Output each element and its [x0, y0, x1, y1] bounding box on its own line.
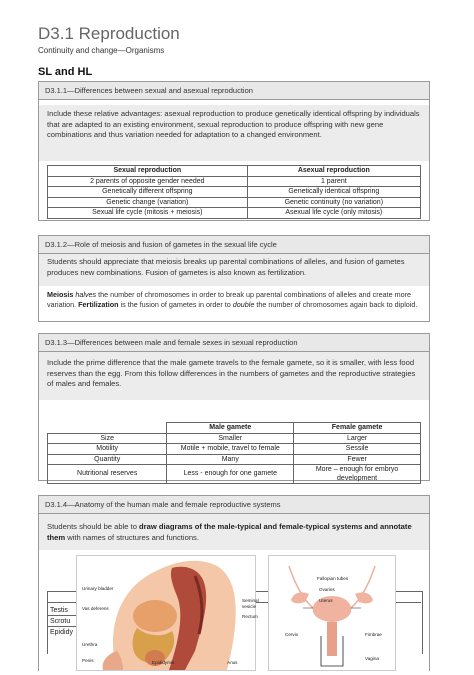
table-header-cell: Asexual reproduction: [247, 166, 420, 177]
female-anatomy-diagram: [268, 555, 396, 671]
text-pre: Students should be able to: [47, 522, 140, 531]
label-fimbrae: Fimbrae: [365, 632, 382, 637]
table-cell: Fewer: [294, 454, 421, 465]
label-epididymis: Epididymis: [152, 660, 175, 665]
meiosis-desc: the number of chromosomes in order to break up parental combinations of alleles and create more variation.: [47, 290, 411, 309]
section-header: D3.1.3—Differences between male and female sexes in sexual reproduction: [39, 334, 429, 352]
table-cell: Genetically different offspring: [48, 187, 248, 198]
table-cell: Epididy: [50, 629, 73, 636]
male-anatomy-illustration: [77, 556, 255, 670]
table-cell: Smaller: [167, 433, 294, 444]
table-cell: Sessile: [294, 444, 421, 455]
table-row: [48, 454, 421, 465]
section-text: Include these relative advantages: asexual reproduction to produce genetically identical offspring by individuals that are adapted to an existing environment, sexual reproduction to produce offspring with new gene combinations and thus variation needed for adaptation to a changed environment.: [47, 109, 420, 140]
section-text: Include the prime difference that the male gamete travels to the female gamete, so it is smaller, with less food reserves than the egg. From this follow differences in the numbers of gametes and the reproductive strategies of males and females.: [47, 358, 416, 389]
meiosis-term: Meiosis: [47, 290, 74, 299]
label-seminal-vesicle: Seminal vesicle: [242, 598, 259, 609]
table-cell: 1 parent: [247, 176, 420, 187]
table-header-cell: Female gamete: [294, 423, 421, 434]
label-vas-deferens: Vas deferens: [82, 606, 109, 611]
label-rectum: Rectum: [242, 614, 258, 619]
table-cell: Asexual life cycle (only mitosis): [247, 208, 420, 219]
meiosis-verb: halves: [75, 290, 97, 299]
table-row: [48, 433, 421, 444]
table-cell: 2 parents of opposite gender needed: [48, 176, 248, 187]
fertilization-double: double: [232, 300, 255, 309]
sexual-asexual-table: [47, 165, 421, 219]
table-cell: Larger: [294, 433, 421, 444]
fertilization-term: Fertilization: [78, 300, 119, 309]
section-text: [47, 522, 421, 543]
table-cell: Genetically identical offspring: [247, 187, 420, 198]
table-header-row: [48, 166, 421, 177]
text-post: with names of structures and functions.: [65, 532, 199, 542]
section-d3-1-1: [38, 81, 430, 221]
gamete-table: [47, 422, 421, 484]
table-header-row: [48, 423, 421, 434]
table-cell: Testis: [50, 607, 68, 614]
section-d3-1-2: [38, 235, 430, 322]
page-title: D3.1 Reproduction: [38, 24, 180, 43]
female-anatomy-illustration: [269, 556, 395, 670]
label-urethra: Urethra: [82, 642, 98, 647]
label-ovaries: Ovaries: [319, 587, 335, 592]
table-row-line: [47, 626, 77, 627]
label-uterus: Uterus: [319, 598, 333, 603]
table-header-cell: [48, 423, 167, 434]
table-cell: Quantity: [48, 454, 167, 465]
fertilization-end: the number of chromosomes again back to diploid.: [254, 300, 418, 309]
table-cell: More – enough for embryo development: [294, 465, 421, 484]
fertilization-desc: is the fusion of gametes in order to: [118, 300, 233, 309]
section-text: Students should appreciate that meiosis breaks up parental combinations of alleles, and fusion of gametes produces new combinations. Fusion of gametes is also known as fertilization.: [47, 257, 405, 277]
male-anatomy-diagram: [76, 555, 259, 671]
table-row: [48, 465, 421, 484]
table-cell: Size: [48, 433, 167, 444]
table-row: [48, 176, 421, 187]
table-cell: Motility: [48, 444, 167, 455]
label-vagina: Vagina: [365, 656, 379, 661]
table-cell: Scrotu: [50, 618, 71, 625]
label-anus: Anus: [227, 660, 238, 665]
label-urinary-bladder: Urinary bladder: [82, 586, 114, 591]
table-row: [48, 444, 421, 455]
section-header: D3.1.4—Anatomy of the human male and female reproductive systems: [39, 496, 429, 514]
table-row: [48, 187, 421, 198]
table-row: [48, 197, 421, 208]
meiosis-note: [47, 290, 421, 310]
level-heading: SL and HL: [38, 66, 93, 78]
text-bold: draw diagrams of the male-typical and female-typical systems and annotate them: [47, 522, 412, 542]
table-cell: Nutritional reserves: [48, 465, 167, 484]
table-cell: Genetic continuity (no variation): [247, 197, 420, 208]
table-cell: Sexual life cycle (mitosis + meiosis): [48, 208, 248, 219]
table-cell: Genetic change (variation): [48, 197, 248, 208]
section-header: D3.1.1—Differences between sexual and asexual reproduction: [39, 82, 429, 100]
table-row-line: [47, 615, 77, 616]
table-header-cell: Sexual reproduction: [48, 166, 248, 177]
section-d3-1-3: [38, 333, 430, 481]
section-header: D3.1.2—Role of meiosis and fusion of gametes in the sexual life cycle: [39, 236, 429, 254]
table-cell: Motile + mobile, travel to female: [167, 444, 294, 455]
label-cervix: Cervix: [285, 632, 299, 637]
table-cell: Less - enough for one gamete: [167, 465, 294, 484]
table-header-cell: Male gamete: [167, 423, 294, 434]
table-cell: Many: [167, 454, 294, 465]
page-subtitle: Continuity and change—Organisms: [38, 46, 165, 55]
label-penis: Penis: [82, 658, 94, 663]
label-fallopian-tubes: Fallopian tubes: [317, 576, 349, 581]
table-row: [48, 208, 421, 219]
